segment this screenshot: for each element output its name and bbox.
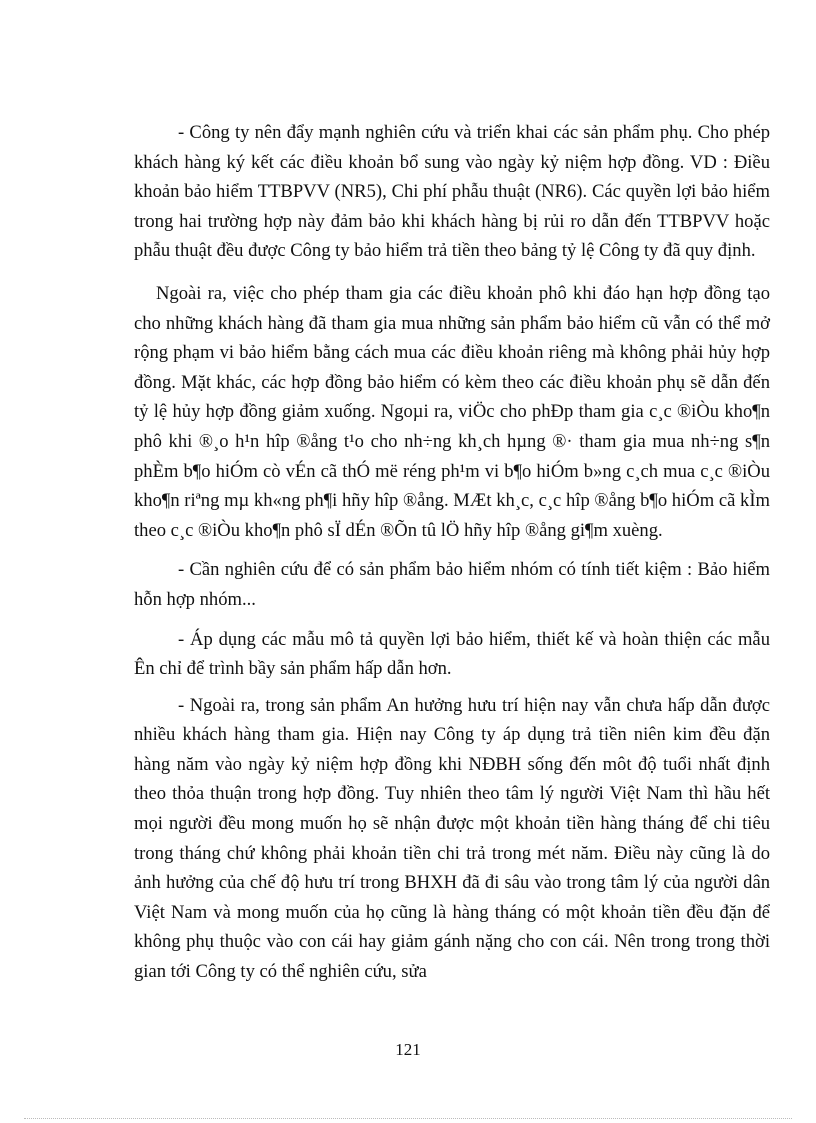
paragraph-group-insurance: - Cần nghiên cứu để có sản phẩm bảo hiểm nhóm có tính tiết kiệm : Bảo hiểm hỗn hợp nhóm... — [134, 559, 770, 610]
paragraph-pension-product: - Ngoài ra, trong sản phẩm An hưởng hưu trí hiện nay vẫn chưa hấp dẫn được nhiều khách hàng tham gia. Hiện nay Công ty áp dụng trả tiền niên kim đều đặn hàng năm vào ngày kỷ niệm hợp đồng khi NĐBH sống đến môt độ tuổi nhất định theo thỏa thuận trong hợp đồng. Tuy nhiên theo tâm lý người Việt Nam thì hầu hết mọi người đều mong muốn họ sẽ nhận được một khoản tiền hàng tháng để chi tiêu trong tháng chứ không phải khoản tiền chi trả trong mét năm. Điều này cũng là do ảnh hưởng của chế độ hưu trí trong BHXH đã đi sâu vào trong tâm lý của người dân Việt Nam và mong muốn của họ cũng là hàng tháng có một khoản tiền đều đặn để không phụ thuộc vào con cái hay giảm gánh nặng cho con cái. Nên trong trong thời gian tới Công ty có thể nghiên cứu, sửa — [134, 694, 770, 983]
footer-divider — [24, 1118, 792, 1119]
paragraph-benefit-templates: - Áp dụng các mẫu mô tả quyền lợi bảo hiểm, thiết kế và hoàn thiện các mẫu Ên chỉ để trình bầy sản phẩm hấp dẫn hơn. — [134, 628, 770, 680]
paragraph-additional-clauses: Ngoài ra, việc cho phép tham gia các điều khoản phô khi đáo hạn hợp đồng tạo cho những khách hàng đã tham gia mua những sản phẩm bảo hiểm cũ vẫn có thể mở rộng phạm vi bảo hiểm bằng cách mua các điều khoản riêng mà không phải hủy hợp đồng. Mặt khác, các hợp đồng bảo hiểm có kèm theo các điều khoản phụ sẽ dẫn đến tỷ lệ hủy hợp đồng giảm xuống. Ngoµi ra, viÖc cho phÐp tham gia c¸c ®iÒu kho¶n phô khi ®¸o h¹n hîp ®ång t¹o cho nh÷ng kh¸ch hµng ®· tham gia mua nh÷ng s¶n phÈm b¶o hiÓm cò vÉn cã thÓ më réng ph¹m vi b¶o hiÓm b»ng c¸ch mua c¸c ®iÒu kho¶n riªng mµ kh«ng ph¶i hñy hîp ®ång. MÆt kh¸c, c¸c hîp ®ång b¶o hiÓm cã kÌm theo c¸c ®iÒu kho¶n phô sÏ dÉn ®Õn tû lÖ hñy hîp ®ång gi¶m xuèng. — [134, 282, 770, 541]
paragraph-side-products: - Công ty nên đẩy mạnh nghiên cứu và triển khai các sản phẩm phụ. Cho phép khách hàng ký kết các điều khoản bổ sung vào ngày kỷ niệm hợp đồng. VD : Điều khoản bảo hiểm TTBPVV (NR5), Chi phí phẫu thuật (NR6). Các quyền lợi bảo hiểm trong hai trường hợp này đảm bảo khi khách hàng bị rủi ro dẫn đến TTBPVV hoặc phẫu thuật đều được Công ty bảo hiểm trả tiền theo bảng tỷ lệ Công ty đã quy định. — [134, 122, 770, 262]
document-body — [134, 118, 770, 987]
page-number: 121 — [395, 1040, 421, 1059]
